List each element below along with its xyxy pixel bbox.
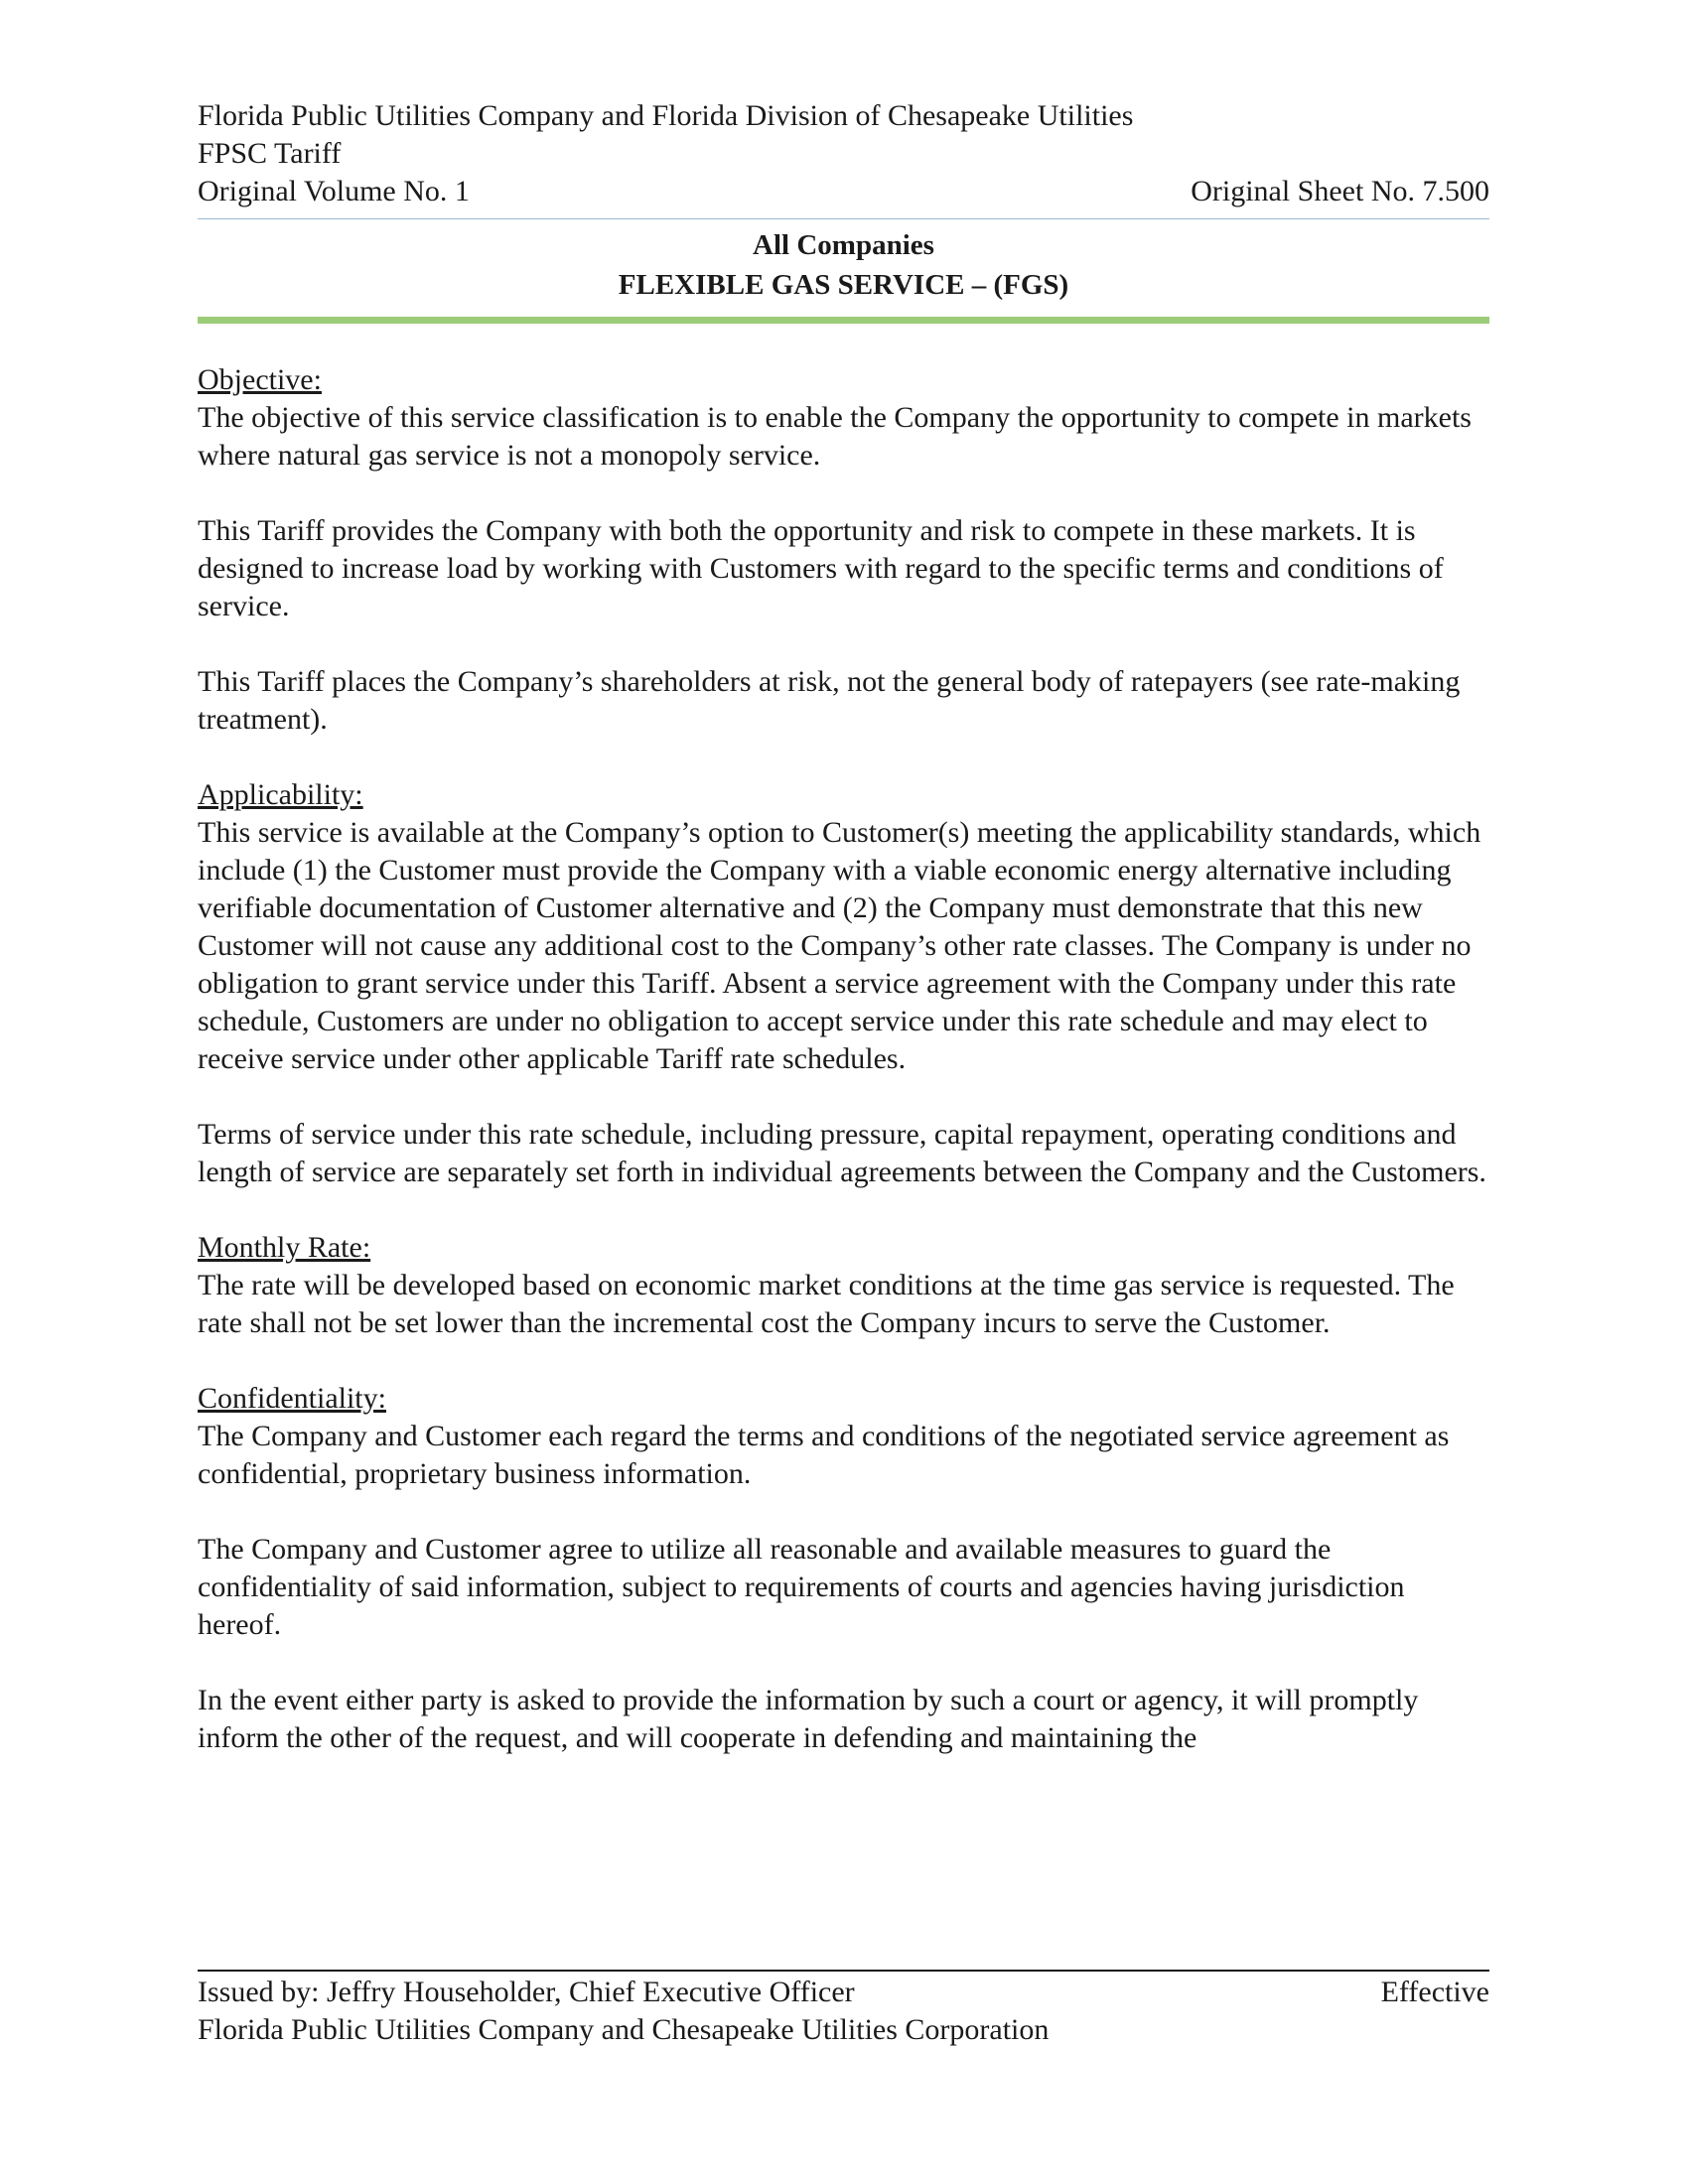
footer-divider: [198, 1970, 1489, 1972]
header-sheet-number: Original Sheet No. 7.500: [1191, 175, 1489, 207]
objective-paragraph-2: This Tariff provides the Company with both the opportunity and risk to compete in these markets. It is designed to increase load by working with Customers with regard to the specific terms and conditions of service.: [198, 514, 1444, 622]
title-divider: [198, 317, 1489, 324]
confidentiality-paragraph-3: In the event either party is asked to provide the information by such a court or agency, it will promptly inform the other of the request, and will cooperate in defending and maintaining the: [198, 1684, 1419, 1754]
page-footer: [198, 1970, 1489, 2049]
title-line-2: FLEXIBLE GAS SERVICE – (FGS): [618, 269, 1069, 301]
header-volume-row: [198, 173, 1489, 210]
header-tariff-line: FPSC Tariff: [198, 137, 342, 170]
objective-paragraph-1: The objective of this service classification is to enable the Company the opportunity to compete in markets where natural gas service is not a monopoly service.: [198, 401, 1472, 472]
applicability-paragraph-1: This service is available at the Company’s option to Customer(s) meeting the applicability standards, which include (1) the Customer must provide the Company with a viable economic energy alternative including verifiable documentation of Customer alternative and (2) the Company must demonstrate that this new Customer will not cause any additional cost to the Company’s other rate classes. The Company is under no obligation to grant service under this Tariff. Absent a service agreement with the Company under this rate schedule, Customers are under no obligation to accept service under this rate schedule and may elect to receive service under other applicable Tariff rate schedules.: [198, 816, 1481, 1075]
applicability-heading: Applicability:: [198, 778, 363, 811]
header-volume: Original Volume No. 1: [198, 175, 470, 207]
header-divider: [198, 218, 1489, 219]
confidentiality-heading: Confidentiality:: [198, 1382, 386, 1415]
page-title: [198, 225, 1489, 305]
tariff-page: [198, 97, 1489, 1757]
footer-issued-row: [198, 1974, 1489, 2011]
title-line-1: All Companies: [753, 229, 934, 261]
monthly-rate-paragraph-1: The rate will be developed based on economic market conditions at the time gas service is requested. The rate shall not be set lower than the incremental cost the Company incurs to serve the Customer.: [198, 1269, 1455, 1339]
header-company-line: Florida Public Utilities Company and Florida Division of Chesapeake Utilities: [198, 99, 1134, 132]
confidentiality-paragraph-2: The Company and Customer agree to utilize all reasonable and available measures to guard the confidentiality of said information, subject to requirements of courts and agencies having jurisdiction hereof.: [198, 1533, 1405, 1641]
footer-company: Florida Public Utilities Company and Chesapeake Utilities Corporation: [198, 2013, 1050, 2046]
document-body: [198, 361, 1489, 1757]
footer-effective: Effective: [1380, 1976, 1489, 2008]
monthly-rate-heading: Monthly Rate:: [198, 1231, 371, 1264]
confidentiality-paragraph-1: The Company and Customer each regard the terms and conditions of the negotiated service agreement as confidential, proprietary business information.: [198, 1420, 1450, 1490]
footer-issued-by: Issued by: Jeffry Householder, Chief Executive Officer: [198, 1976, 855, 2008]
objective-paragraph-3: This Tariff places the Company’s shareholders at risk, not the general body of ratepayers (see rate-making treatment).: [198, 665, 1461, 736]
objective-heading: Objective:: [198, 363, 322, 396]
applicability-paragraph-2: Terms of service under this rate schedule, including pressure, capital repayment, operating conditions and length of service are separately set forth in individual agreements between the Company and the Customers.: [198, 1118, 1486, 1188]
